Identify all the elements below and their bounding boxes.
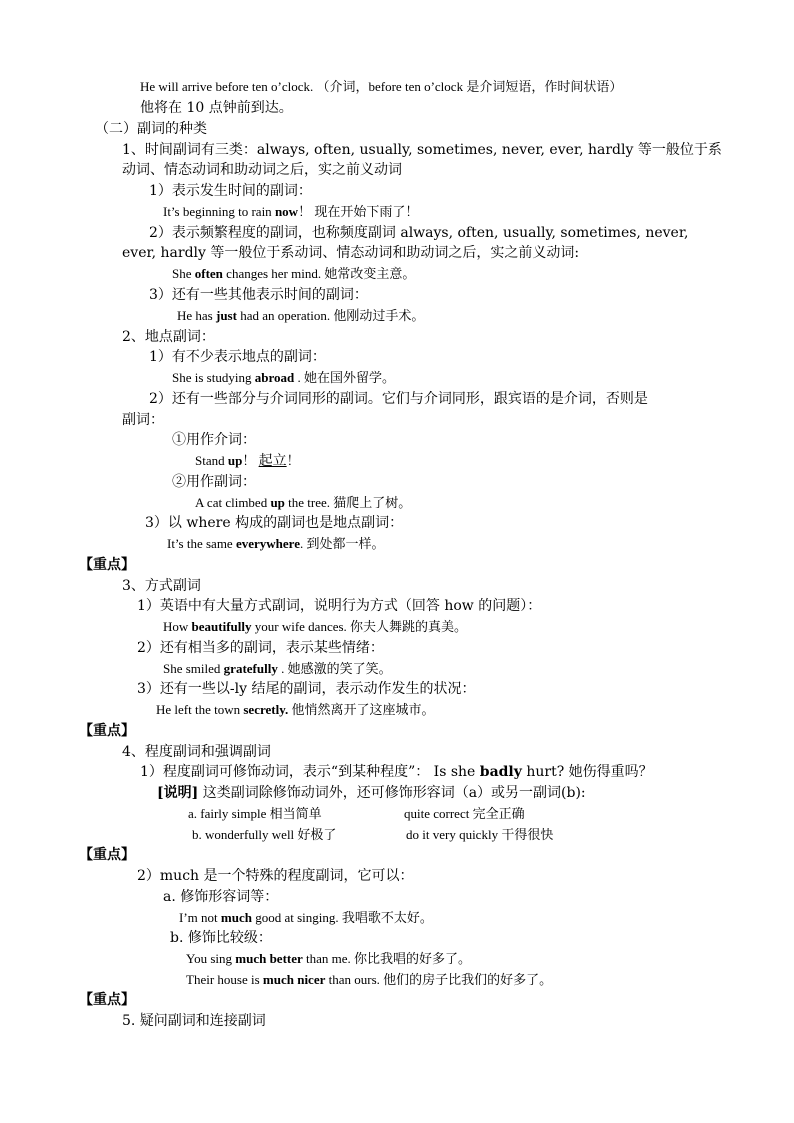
text-line [172, 430, 256, 450]
line-text: 动词、情态动词和助动词之后，实之前义动词 [122, 162, 402, 178]
line-text: quite correct 完全正确 [404, 806, 525, 821]
emphasis-word: much nicer [262, 972, 326, 987]
line-text: It’s the same [167, 536, 236, 551]
line-text: 1、时间副词有三类：always, often, usually, sometimes, never, ever, hardly 等一般位于系 [122, 142, 722, 158]
text-line [145, 513, 403, 533]
line-text: 5. 疑问副词和连接副词 [122, 1013, 266, 1029]
underlined-translation: 起立 [258, 453, 287, 469]
line-text: You sing [186, 951, 236, 966]
emphasis-word: gratefully [223, 661, 278, 676]
line-text: had an operation. 他刚动过手术。 [236, 308, 425, 323]
emphasis-word: much [220, 910, 252, 925]
line-text: the tree. 猫爬上了树。 [284, 495, 412, 510]
line-text: a. 修饰形容词等： [163, 889, 279, 905]
line-text: 【重点】 [79, 557, 135, 573]
line-text: Stand [195, 453, 228, 468]
text-line [149, 285, 368, 305]
note-line [157, 783, 586, 803]
key-point-marker [79, 555, 135, 575]
line-text: 1）英语中有大量方式副词，说明行为方式（回答 how 的问题）： [137, 598, 542, 614]
line-text: Their house is [186, 972, 263, 987]
example-line [163, 617, 467, 637]
line-text: 3）还有一些其他表示时间的副词： [149, 287, 368, 303]
line-text: She is studying [172, 370, 255, 385]
example-line [172, 368, 395, 388]
line-text: 【重点】 [79, 992, 135, 1008]
line-text: hurt? 她伤得重吗？ [521, 764, 653, 780]
line-text: 3）以 where 构成的副词也是地点副词： [145, 515, 404, 531]
line-text: 1）表示发生时间的副词： [149, 183, 312, 199]
line-text: ！ [286, 453, 300, 468]
example-line [172, 264, 415, 284]
line-text: ！ [242, 453, 259, 468]
emphasis-word: just [216, 308, 237, 323]
text-line [172, 472, 256, 492]
text-line [137, 596, 541, 616]
text-line [137, 679, 475, 699]
text-line [140, 98, 293, 118]
example-line [179, 908, 433, 928]
text-line [122, 410, 164, 430]
text-line [137, 866, 414, 886]
line-text: b. 修饰比较级： [170, 930, 272, 946]
emphasis-word: badly [479, 764, 522, 780]
line-text: It’s beginning to rain [163, 204, 275, 219]
line-text: 【重点】 [79, 847, 135, 863]
line-text: She smiled [163, 661, 224, 676]
text-line [122, 327, 215, 347]
key-point-marker [79, 845, 135, 865]
emphasis-word: secretly. [243, 702, 289, 717]
example-line [192, 825, 554, 845]
text-line [149, 389, 648, 409]
emphasis-word: up [270, 495, 285, 510]
line-text: He will arrive before ten o’clock. （介词，before ten o’clock 是介词短语，作时间状语） [140, 79, 623, 94]
example-line [167, 534, 385, 554]
example-line [177, 306, 424, 326]
line-text: ever, hardly 等一般位于系动词、情态动词和助动词之后，实之前义动词: [122, 245, 580, 261]
emphasis-word: abroad [254, 370, 295, 385]
emphasis-word: much better [235, 951, 303, 966]
line-text: 1）有不少表示地点的副词： [149, 349, 326, 365]
line-text: 2）表示频繁程度的副词，也称频度副词 always, often, usually, sometimes, never, [149, 225, 689, 241]
line-text: 副词： [122, 412, 164, 428]
text-line [122, 742, 271, 762]
line-text: ！ 现在开始下雨了！ [298, 204, 419, 219]
line-text: . 她感激的笑了笑。 [277, 661, 392, 676]
key-point-marker [79, 721, 135, 741]
line-text: I’m not [179, 910, 221, 925]
line-text: 3、方式副词 [122, 578, 201, 594]
line-text: He left the town [156, 702, 244, 717]
line-text: 他悄然离开了这座城市。 [288, 702, 435, 717]
line-text: changes her mind. 她常改变主意。 [222, 266, 416, 281]
line-text: 【重点】 [79, 723, 135, 739]
text-line [140, 77, 622, 97]
text-line [149, 347, 326, 367]
line-text: than me. 你比我唱的好多了。 [302, 951, 472, 966]
line-text: your wife dances. 你夫人舞跳的真美。 [251, 619, 468, 634]
note-label: [说明] [157, 785, 199, 801]
emphasis-word: often [194, 266, 223, 281]
line-text: A cat climbed [195, 495, 271, 510]
line-text: 4、程度副词和强调副词 [122, 744, 271, 760]
line-text: a. fairly simple 相当简单 [188, 806, 322, 821]
example-line [186, 949, 471, 969]
line-text: do it very quickly 干得很快 [406, 827, 554, 842]
line-text: How [163, 619, 192, 634]
text-line [137, 638, 384, 658]
line-text: 2）还有一些部分与介词同形的副词。它们与介词同形，跟宾语的是介词，否则是 [149, 391, 648, 407]
text-line [122, 160, 402, 180]
line-text: ①用作介词： [172, 432, 256, 448]
example-line [140, 762, 653, 782]
line-text: 2）还有相当多的副词，表示某些情绪： [137, 640, 384, 656]
key-point-marker [79, 990, 135, 1010]
text-line [163, 887, 278, 907]
example-line [186, 970, 552, 990]
text-line [149, 181, 312, 201]
example-line [163, 202, 418, 222]
line-text: good at singing. 我唱歌不太好。 [251, 910, 433, 925]
line-text: b. wonderfully well 好极了 [192, 827, 337, 842]
example-line [188, 804, 525, 824]
emphasis-word: everywhere [235, 536, 300, 551]
line-text: . 她在国外留学。 [294, 370, 395, 385]
line-text: 这类副词除修饰动词外，还可修饰形容词（a）或另一副词(b): [198, 785, 586, 801]
line-text: 他将在 10 点钟前到达。 [140, 100, 293, 116]
example-line [156, 700, 435, 720]
text-line [122, 140, 722, 160]
line-text: 1）程度副词可修饰动词，表示“到某种程度”： Is she [140, 764, 480, 780]
line-text: 2）much 是一个特殊的程度副词，它可以： [137, 868, 414, 884]
emphasis-word: up [227, 453, 243, 468]
emphasis-word: beautifully [191, 619, 252, 634]
line-text: （二）副词的种类 [95, 121, 207, 137]
section-heading [122, 1011, 266, 1031]
text-line [149, 223, 688, 243]
section-heading [95, 119, 207, 139]
example-line [195, 451, 300, 471]
text-line [122, 576, 201, 596]
emphasis-word: now [274, 204, 299, 219]
line-text: She [172, 266, 195, 281]
text-line [122, 243, 579, 263]
example-line [195, 493, 411, 513]
text-line [170, 928, 272, 948]
line-text: than ours. 他们的房子比我们的好多了。 [325, 972, 553, 987]
line-text: ②用作副词： [172, 474, 256, 490]
line-text: . 到处都一样。 [299, 536, 385, 551]
line-text: 3）还有一些以-ly 结尾的副词，表示动作发生的状况： [137, 681, 476, 697]
line-text: He has [177, 308, 216, 323]
line-text: 2、地点副词： [122, 329, 215, 345]
example-line [163, 659, 392, 679]
